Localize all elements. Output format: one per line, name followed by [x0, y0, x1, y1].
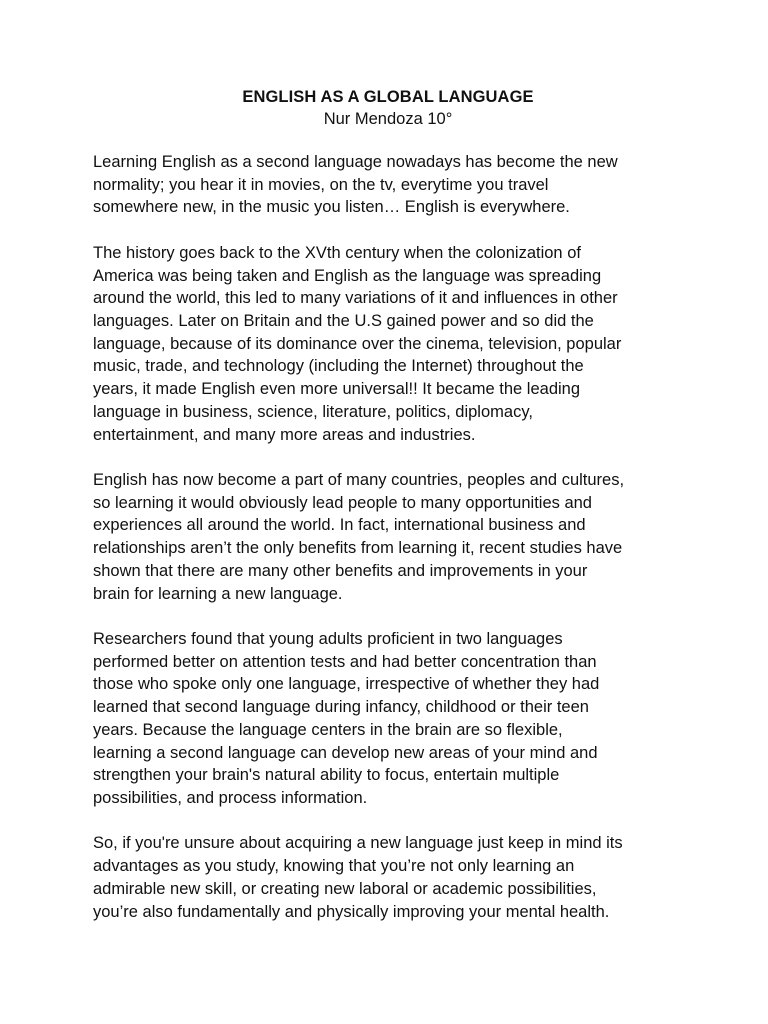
paragraph-line: Learning English as a second language nowadays has become the new	[93, 153, 618, 171]
paragraph-line: The history goes back to the XVth century when the colonization of	[93, 243, 581, 262]
paragraph-line: relationships aren’t the only benefits from learning it, recent studies have	[93, 539, 623, 558]
paragraph-line: language in business, science, literature, politics, diplomacy,	[93, 402, 533, 421]
paragraph-line: admirable new skill, or creating new laboral or academic possibilities,	[93, 879, 597, 898]
paragraph-line: experiences all around the world. In fact, international business and	[93, 516, 586, 535]
document-title: ENGLISH AS A GLOBAL LANGUAGE	[242, 88, 534, 106]
paragraph-line: years, it made English even more universal!! It became the leading	[93, 380, 581, 399]
paragraph-3	[93, 469, 683, 605]
paragraph-line: English has now become a part of many countries, peoples and cultures,	[93, 471, 625, 490]
paragraph-5	[93, 832, 683, 923]
paragraph-line: America was being taken and English as the language was spreading	[93, 266, 602, 285]
paragraph-line: normality; you hear it in movies, on the tv, everytime you travel	[93, 175, 549, 194]
paragraph-line: years. Because the language centers in the brain are so flexible,	[93, 720, 563, 739]
paragraph-line: you’re also fundamentally and physically improving your mental health.	[93, 902, 610, 921]
paragraph-1	[93, 151, 683, 219]
paragraph-line: shown that there are many other benefits and improvements in your	[93, 561, 588, 580]
paragraph-line: those who spoke only one language, irrespective of whether they had	[93, 675, 600, 694]
document-body	[93, 151, 683, 923]
paragraph-line: so learning it would obviously lead people to many opportunities and	[93, 493, 592, 512]
document-page	[93, 87, 683, 946]
paragraph-line: learning a second language can develop new areas of your mind and	[93, 743, 598, 762]
paragraph-line: Researchers found that young adults proficient in two languages	[93, 630, 563, 649]
paragraph-line: language, because of its dominance over the cinema, television, popular	[93, 334, 622, 353]
paragraph-2	[93, 242, 683, 446]
paragraph-line: music, trade, and technology (including the Internet) throughout the	[93, 357, 584, 376]
paragraph-line: So, if you're unsure about acquiring a new language just keep in mind its	[93, 834, 623, 853]
paragraph-4	[93, 628, 683, 810]
document-author: Nur Mendoza 10°	[323, 110, 453, 128]
paragraph-line: around the world, this led to many variations of it and influences in other	[93, 289, 618, 308]
paragraph-line: languages. Later on Britain and the U.S gained power and so did the	[93, 312, 594, 331]
paragraph-line: brain for learning a new language.	[93, 584, 343, 603]
paragraph-line: possibilities, and process information.	[93, 788, 368, 807]
paragraph-line: advantages as you study, knowing that you’re not only learning an	[93, 857, 575, 876]
paragraph-line: strengthen your brain's natural ability to focus, entertain multiple	[93, 766, 560, 785]
paragraph-line: entertainment, and many more areas and industries.	[93, 425, 476, 444]
paragraph-line: performed better on attention tests and had better concentration than	[93, 652, 597, 671]
paragraph-line: somewhere new, in the music you listen… English is everywhere.	[93, 198, 570, 217]
paragraph-line: learned that second language during infancy, childhood or their teen	[93, 698, 589, 717]
